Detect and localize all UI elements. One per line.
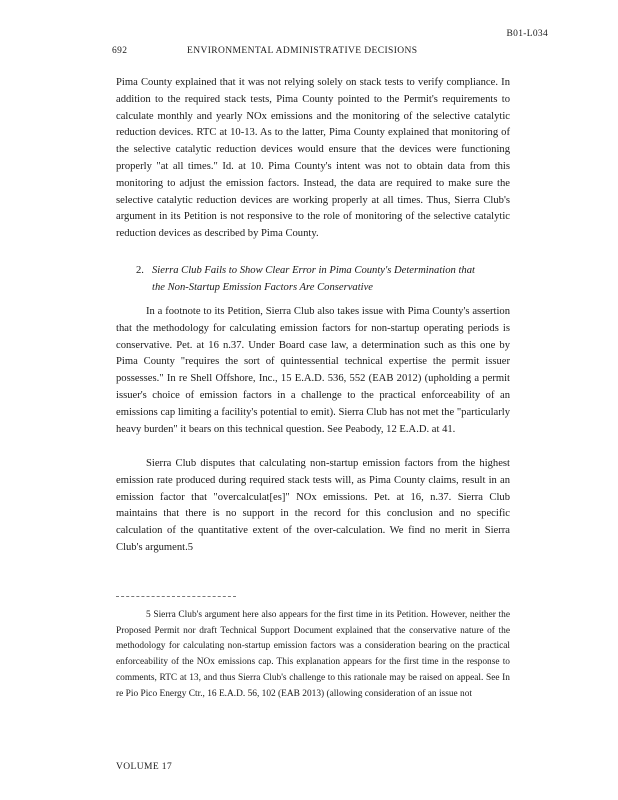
paragraph-pima-county-monitoring: Pima County explained that it was not relying solely on stack tests to verify compliance. In addition to the required stack tests, Pima County pointed to the Permit's requirements to calculate monthly and yearly NOx emissions and the monitoring of the selective catalytic reduction devices. RTC at 10-13. As to the latter, Pima County explained that monitoring of the selective catalytic reduction devices would ensure that the devices were functioning properly "at all times." Id. at 10. Pima County's intent was not to obtain data from this monitoring to adjust the emission factors. Instead, the data are required to make sure the selective catalytic reduction devices are working properly at all times. Thus, Sierra Club's argument in its Petition is not responsive to the role of monitoring of the selective catalytic reduction devices as described by Pima County. xyxy=(116,77,510,240)
document-id: B01-L034 xyxy=(506,29,548,39)
paragraph-sierra-club-disputes: Sierra Club disputes that calculating non-startup emission factors from the highest emission rate produced during required stack tests will, as Pima County claims, result in an emission factor that "overcalculat[es]" NOx emissions. Pet. at 16, n.37. Sierra Club maintains that there is no support in the record for this conclusion and no specific calculation of the quantitative extent of the over-calculation. We find no merit in Sierra Club's argument.5 xyxy=(116,458,510,553)
footnote-5: 5 Sierra Club's argument here also appears for the first time in its Petition. However, neither the Proposed Permit nor draft Technical Support Document explained that the conservative nature of the methodology for calculating non-startup emission factors was a consideration bearing on the practical enforceability of the NOx emissions cap. This explanation appears for the first time in the response to comments, RTC at 13, and thus Sierra Club's challenge to this rationale may be raised on appeal. See In re Pio Pico Energy Ctr., 16 E.A.D. 56, 102 (EAB 2013) (allowing consideration of an issue not xyxy=(116,610,510,699)
section-heading xyxy=(136,263,510,297)
paragraph-footnote-argument: In a footnote to its Petition, Sierra Club also takes issue with Pima County's assertion that the methodology for calculating emission factors for non-startup operating periods is conservative. Pet. at 16 n.37. Under Board case law, a determination such as this one by Pima County "requires the sort of quintessential technical expertise the permit issuer possesses." In re Shell Offshore, Inc., 15 E.A.D. 536, 552 (EAB 2012) (upholding a permit issuer's choice of emission factors in a challenge to the practical enforceability of an emissions cap limiting a facility's potential to emit). Sierra Club has not met the "particularly heavy burden" it bears on this technical question. See Peabody, 12 E.A.D. at 41. xyxy=(116,306,510,435)
running-title: ENVIRONMENTAL ADMINISTRATIVE DECISIONS xyxy=(187,46,418,56)
section-heading-line1: Sierra Club Fails to Show Clear Error in Pima County's Determination that xyxy=(152,265,475,276)
footnote-separator xyxy=(116,596,236,597)
section-heading-line2: the Non-Startup Emission Factors Are Conservative xyxy=(152,281,373,293)
page-number: 692 xyxy=(112,46,128,56)
running-header xyxy=(112,46,508,56)
volume-footer: VOLUME 17 xyxy=(116,762,173,772)
section-number: 2. xyxy=(136,265,144,276)
